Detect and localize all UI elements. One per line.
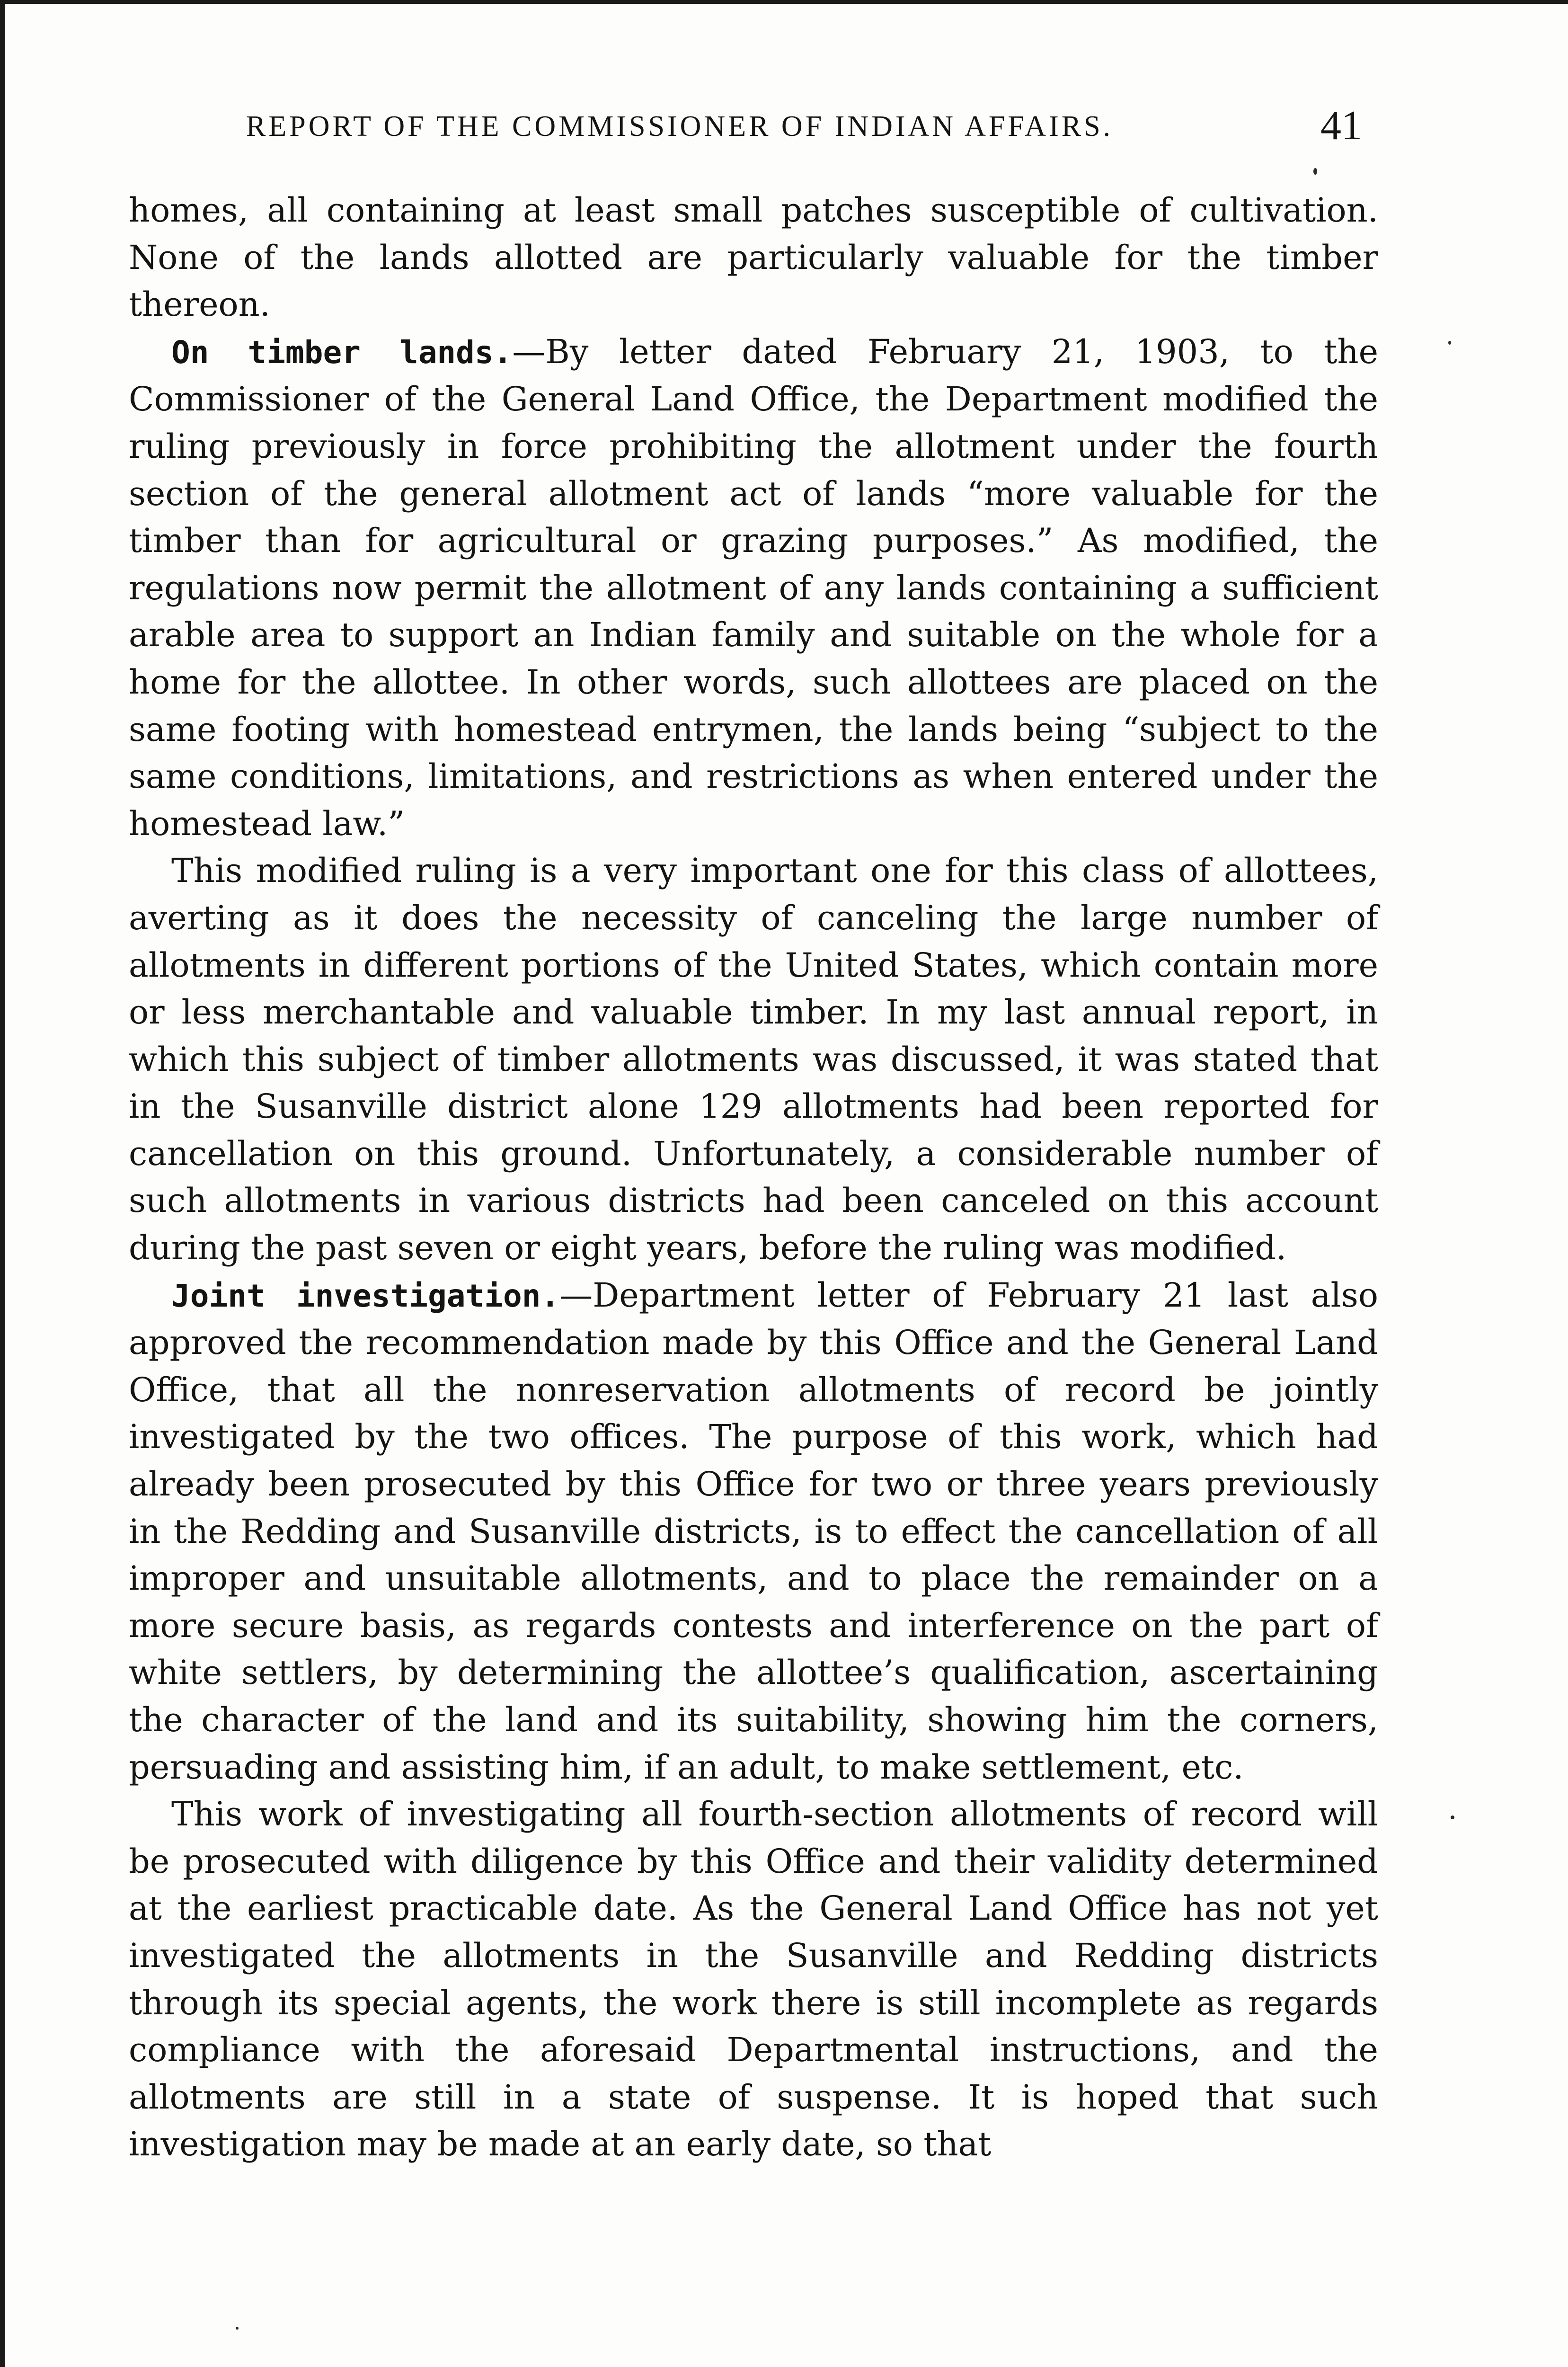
body-text	[129, 187, 1378, 2168]
paragraph-fourth-section-work	[129, 1791, 1378, 2168]
running-title: REPORT OF THE COMMISSIONER OF INDIAN AFFAIRS.	[246, 110, 1114, 142]
paragraph-text: This work of investigating all fourth-section allotments of record will be prosecuted with diligence by this Office and their validity determined at the earliest practicable date. As the General Land Office has not yet investigated the allotments in the Susanville and Redding districts through its special agents, the work there is still incomplete as regards compliance with the aforesaid Departmental instructions, and the allotments are still in a state of suspense. It is hoped that such investigation may be made at an early date, so that	[129, 1795, 1378, 2164]
paragraph-timber-lands	[129, 329, 1378, 848]
paragraph-text: This modified ruling is a very important one for this class of allottees, averting as it does the necessity of canceling the large number of allotments in different portions of the United States, which contain more or less merchantable and valuable timber. In my last annual report, in which this subject of timber allotments was discussed, it was stated that in the Susanville district alone 129 allotments had been reported for cancellation on this ground. Unfortunately, a considerable number of such allotments in various districts had been canceled on this account during the past seven or eight years, before the ruling was modified.	[129, 851, 1378, 1268]
scan-border-left	[0, 0, 5, 2367]
paragraph-text: —Department letter of February 21 last also approved the recommendation made by this Office and the General Land Office, that all the nonreservation allotments of record be jointly investigated by the two offices. The purpose of this work, which had already been prosecuted by this Office for two or three years previously in the Redding and Susanville districts, is to effect the cancellation of all improper and unsuitable allotments, and to place the remainder on a more secure basis, as regards contests and interference on the part of white settlers, by determining the allottee’s qualification, ascertaining the character of the land and its suitability, showing him the corners, persuading and assisting him, if an adult, to make settlement, etc.	[129, 1275, 1378, 1787]
scan-speck	[1313, 168, 1317, 175]
side-heading: Joint investigation.	[171, 1277, 560, 1314]
paragraph-modified-ruling	[129, 847, 1378, 1272]
paragraph-text: homes, all containing at least small patches susceptible of cultivation. None of the lands allotted are particularly valuable for the timber thereon.	[129, 191, 1378, 324]
scan-border-top	[0, 0, 1568, 4]
paragraph-continuation	[129, 187, 1378, 329]
scan-speck	[1451, 1815, 1454, 1819]
paragraph-joint-investigation	[129, 1272, 1378, 1791]
scan-speck	[236, 2327, 239, 2330]
scan-speck	[1448, 341, 1451, 345]
paragraph-text: —By letter dated February 21, 1903, to the Commissioner of the General Land Office, the Department modified the ruling previously in force prohibiting the allotment under the fourth section of the general allotment act of lands “more valuable for the timber than for agricultural or grazing purposes.” As modified, the regulations now permit the allotment of any lands containing a sufficient arable area to support an Indian family and suitable on the whole for a home for the allottee. In other words, such allottees are placed on the same footing with homestead entrymen, the lands being “subject to the same conditions, limitations, and restrictions as when entered under the homestead law.”	[129, 332, 1378, 843]
page-number: 41	[1320, 103, 1362, 149]
side-heading: On timber lands.	[171, 334, 513, 371]
